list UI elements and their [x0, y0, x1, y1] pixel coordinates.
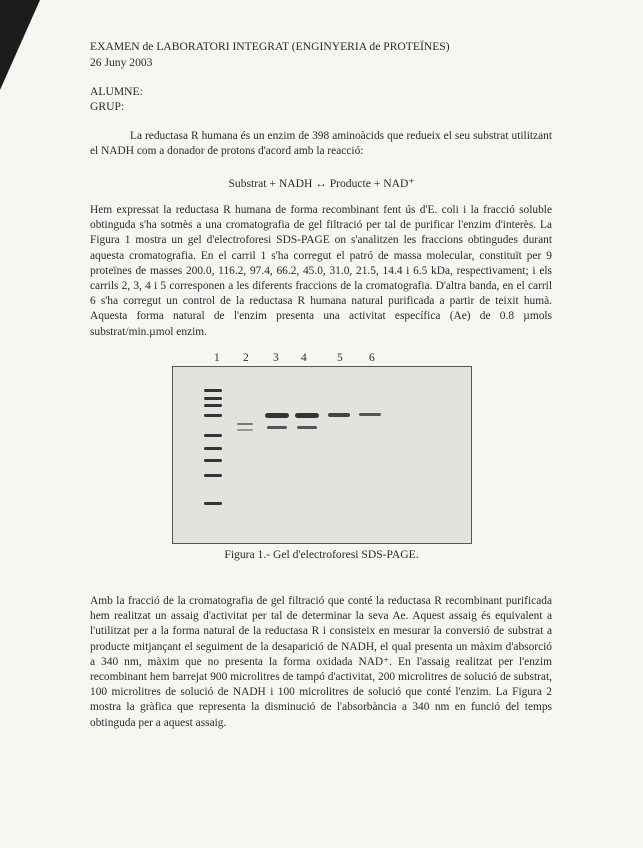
sample-band [328, 413, 350, 417]
marker-band [204, 414, 222, 417]
reaction-equation: Substrat + NADH ↔ Producte + NAD⁺ [228, 177, 415, 190]
sample-band [295, 413, 319, 418]
scan-shadow-corner [0, 0, 40, 90]
marker-band [204, 434, 222, 437]
sample-band [237, 429, 253, 431]
sds-page-gel-image [172, 366, 472, 544]
exam-date: 26 Juny 2003 [90, 56, 153, 69]
group-label: GRUP: [90, 100, 125, 113]
exam-title: EXAMEN de LABORATORI INTEGRAT (ENGINYERIA de PROTEÏNES) [90, 40, 450, 53]
sample-band [237, 423, 253, 425]
lane-label-3: 3 [273, 352, 279, 364]
sample-band [359, 413, 381, 416]
lane-label-4: 4 [301, 352, 307, 364]
lane-label-2: 2 [243, 352, 249, 364]
marker-band [204, 447, 222, 450]
sample-band [267, 426, 287, 429]
student-label: ALUMNE: [90, 85, 143, 98]
figure-caption: Figura 1.- Gel d'electroforesi SDS-PAGE. [224, 548, 419, 561]
body-paragraph-2: Amb la fracció de la cromatografia de gel filtració que conté la reductasa R recombinant purificada hem realitzat un assaig d'activitat per tal de determinar la seva Ae. Aquest assaig és equivalent a l'utilitzat per a la forma natural de la reductasa R i consisteix en mesurar la conversió de substrat a producte mitjançant el seguiment de la desaparició de NADH, el qual presenta un màxim d'absorció a 340 nm, màxim que no presenta la forma oxidada NAD⁺. En l'assaig realitzat per l'enzim recombinant hem barrejat 900 microlitres de tampó d'activitat, 200 microlitres de solució de substrat, 100 microlitres de solució de NADH i 100 microlitres de solució que conté l'enzim. La Figura 2 mostra la gràfica que representa la disminució de l'absorbància a 340 nm en funció del temps obtinguda per a aquest assaig. [90, 595, 552, 729]
marker-band [204, 502, 222, 505]
marker-band [204, 404, 222, 407]
sample-band [297, 426, 317, 429]
lane-label-6: 6 [369, 352, 375, 364]
body-paragraph-1: Hem expressat la reductasa R humana de forma recombinant fent ús d'E. coli i la fracció soluble obtinguda s'ha sotmès a una cromatografia de gel filtració per tal de purificar l'enzim d'interès. La Figura 1 mostra un gel d'electroforesi SDS-PAGE on s'analitzen les fraccions obtingudes durant aquesta cromatografia. En el carril 1 s'ha corregut el patró de massa molecular, constituït per 9 proteïnes de masses 200.0, 116.2, 97.4, 66.2, 45.0, 31.0, 21.5, 14.4 i 6.5 kDa, respectivament; i els carrils 2, 3, 4 i 5 corresponen a les diferents fraccions de la cromatografia. D'altra banda, en el carril 6 s'ha corregut un control de la reductasa R humana natural purificada a partir de teixit humà. Aquesta forma natural de l'enzim presenta una activitat específica (Ae) de 0.8 µmols substrat/min.µmol enzim. [90, 204, 552, 338]
lane-label-5: 5 [337, 352, 343, 364]
marker-band [204, 459, 222, 462]
marker-band [204, 474, 222, 477]
marker-band [204, 389, 222, 392]
marker-band [204, 397, 222, 400]
lane-label-1: 1 [214, 352, 220, 364]
sample-band [265, 413, 289, 418]
intro-paragraph: La reductasa R humana és un enzim de 398 aminoàcids que redueix el seu substrat utilitzant el NADH com a donador de protons d'acord amb la reacció: [90, 130, 552, 158]
